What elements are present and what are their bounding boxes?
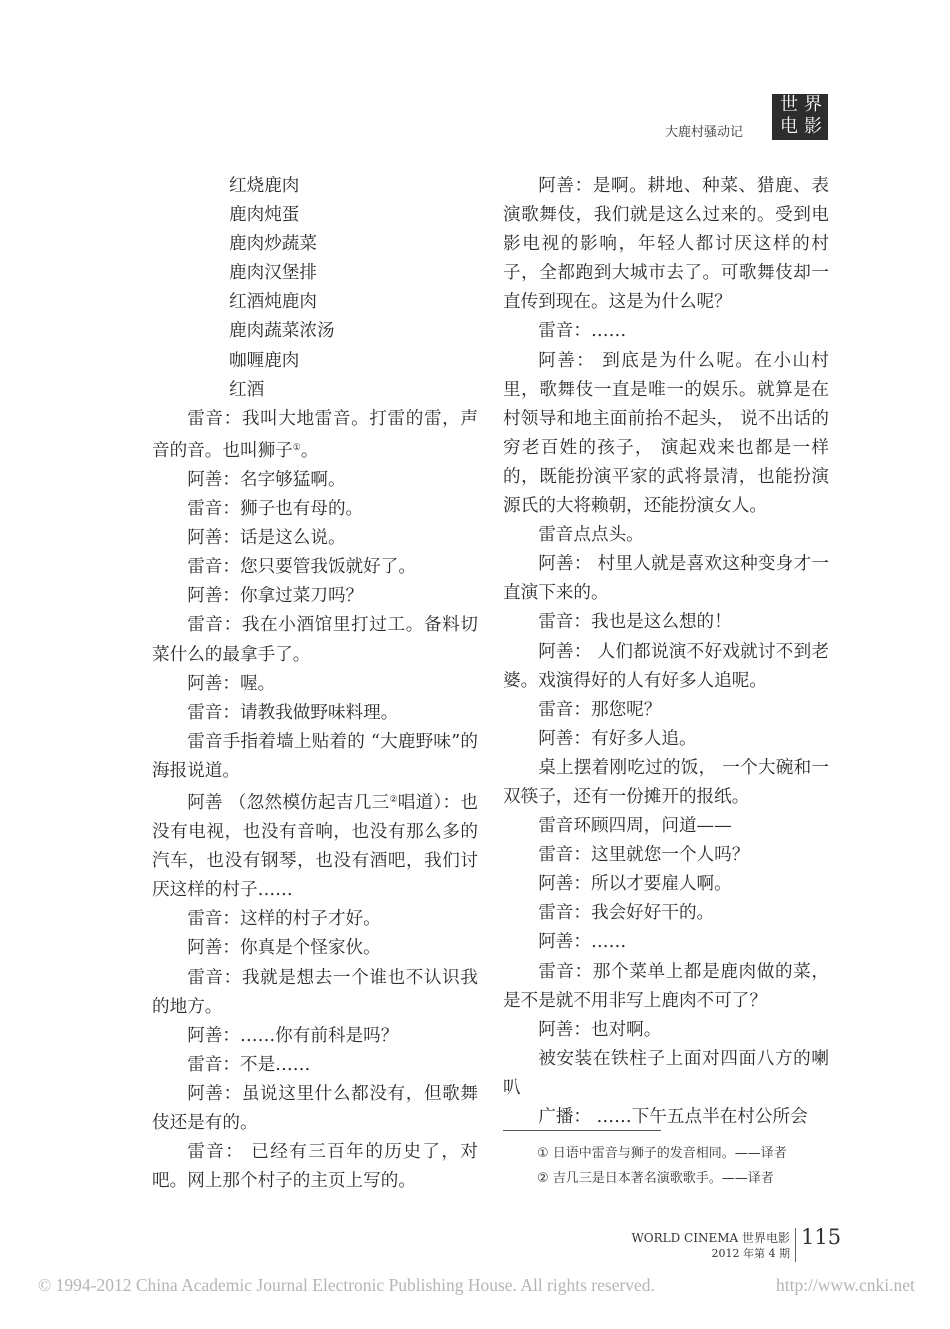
dialogue-paragraph <box>152 466 478 495</box>
dialogue-paragraph <box>152 786 478 905</box>
paragraph-text-cont: 唱道）：也没有电视，也没有音响，也没有那么多的汽车，也没有钢琴，也没有酒吧，我们讨厌这样的村子…… <box>152 792 479 901</box>
dialogue-paragraph: 雷音：那您呢？ <box>538 699 662 720</box>
paragraph-text: 雷音：我叫大地雷音。打雷的雷，声音的音。也叫狮子 <box>152 408 478 461</box>
paragraph-text: 咖喱鹿肉 <box>229 350 300 371</box>
page-number: 115 <box>801 1225 842 1249</box>
dialogue-paragraph: 雷音：…… <box>538 321 627 342</box>
paragraph-text: 阿善 （忽然模仿起吉几三 <box>187 792 390 813</box>
paragraph-text: 红烧鹿肉 <box>229 176 300 196</box>
paragraph-text-cont: 。 <box>300 440 319 461</box>
dialogue-paragraph <box>152 582 478 611</box>
left-text-column <box>152 172 478 1196</box>
dialogue-paragraph <box>152 964 478 1022</box>
section-badge <box>772 94 828 140</box>
paragraph-text: 雷音手指着墙上贴着的 “大鹿野味”的海报说道。 <box>152 731 478 781</box>
footer-issue: 2012 年第 4 期 <box>711 1247 790 1260</box>
paragraph-text: 雷音：您只要管我饭就好了。 <box>187 557 416 578</box>
dialogue-paragraph: 被安装在铁柱子上面对四面八方的喇叭 <box>503 1048 829 1098</box>
paragraph-text: 红酒 <box>229 379 265 400</box>
dialogue-paragraph <box>152 1022 478 1051</box>
dialogue-paragraph <box>152 934 478 963</box>
paragraph-text: 鹿肉蔬菜浓汤 <box>229 321 335 342</box>
dialogue-paragraph: 雷音环顾四周，问道—— <box>538 816 732 837</box>
paragraph-text: 阿善：名字够猛啊。 <box>187 469 346 490</box>
paragraph-text: 雷音：狮子也有母的。 <box>187 499 364 520</box>
menu-item <box>152 288 478 317</box>
dialogue-paragraph <box>152 495 478 524</box>
footnotes <box>537 1141 787 1191</box>
paragraph-text: 阿善：……你有前科是吗？ <box>187 1025 399 1046</box>
footnote-marker: ② <box>389 794 398 805</box>
paragraph-text: 阿善：你真是个怪家伙。 <box>187 938 381 959</box>
article-running-title: 大鹿村骚动记 <box>665 125 744 140</box>
dialogue-paragraph <box>152 611 478 669</box>
paragraph-text: 雷音：我就是想去一个谁也不认识我的地方。 <box>152 967 478 1017</box>
menu-item <box>152 376 478 405</box>
dialogue-paragraph: 阿善： 到底是为什么呢。在小山村里，歌舞伎一直是唯一的娱乐。就算是在村领导和地主面前抬不起头， 说不出话的穷老百姓的孩子， 演起戏来也都是一样的，既能扮演平家的武将景清，也能扮演源氏的大将赖朝，还能扮演女人。 <box>503 350 829 517</box>
dialogue-paragraph: 阿善： 人们都说演不好戏就讨不到老婆。戏演得好的人有好多人追呢。 <box>503 641 829 691</box>
paragraph-text: 红酒炖鹿肉 <box>229 292 317 313</box>
paragraph-text: 雷音： 已经有三百年的历史了，对吧。网上那个村子的主页上写的。 <box>152 1142 478 1192</box>
paragraph-text: 雷音：这样的村子才好。 <box>187 909 381 930</box>
dialogue-paragraph <box>152 553 478 582</box>
copyright-text: © 1994-2012 China Academic Journal Electronic Publishing House. All rights reserved. <box>38 1275 655 1295</box>
footnote-1: ① 日语中雷音与狮子的发音相同。——译者 <box>537 1146 787 1161</box>
paragraph-text: 阿善：喔。 <box>187 673 276 694</box>
dialogue-paragraph <box>152 405 478 466</box>
dialogue-paragraph <box>152 728 478 786</box>
dialogue-paragraph: 雷音点点头。 <box>538 525 644 546</box>
dialogue-paragraph: 阿善：是啊。耕地、种菜、猎鹿、表演歌舞伎，我们就是这么过来的。受到电影电视的影响，年轻人都讨厌这样的村子，全都跑到大城市去了。可歌舞伎却一直传到现在。这是为什么呢？ <box>503 176 829 313</box>
dialogue-paragraph <box>152 1138 478 1196</box>
paragraph-text: 鹿肉炒蔬菜 <box>229 234 317 255</box>
menu-item <box>152 317 478 346</box>
right-text-column <box>503 172 829 1132</box>
dialogue-paragraph <box>152 1051 478 1080</box>
dialogue-paragraph: 雷音：我会好好干的。 <box>538 903 715 924</box>
paragraph-text: 鹿肉汉堡排 <box>229 263 317 284</box>
section-badge-line2: 电影 <box>780 116 828 137</box>
dialogue-paragraph: 桌上摆着刚吃过的饭， 一个大碗和一双筷子，还有一份摊开的报纸。 <box>503 757 829 807</box>
footnote-marker: ① <box>292 442 301 453</box>
dialogue-paragraph: 雷音：我也是这么想的！ <box>538 612 732 633</box>
dialogue-paragraph <box>152 1080 478 1138</box>
dialogue-paragraph <box>152 905 478 934</box>
paragraph-text: 雷音：请教我做野味料理。 <box>187 702 399 723</box>
footer-separator <box>795 1228 796 1262</box>
paragraph-text: 阿善：虽说这里什么都没有，但歌舞伎还是有的。 <box>152 1083 478 1133</box>
dialogue-paragraph <box>152 699 478 728</box>
menu-item <box>152 201 478 230</box>
menu-item <box>152 230 478 259</box>
menu-item <box>152 172 478 201</box>
dialogue-paragraph: 阿善：也对啊。 <box>538 1019 662 1040</box>
menu-item <box>152 347 478 376</box>
paragraph-text: 阿善：话是这么说。 <box>187 528 346 549</box>
dialogue-paragraph <box>152 670 478 699</box>
footnote-divider <box>503 1130 661 1131</box>
dialogue-paragraph: 阿善：…… <box>538 932 627 953</box>
dialogue-paragraph: 阿善：所以才要雇人啊。 <box>538 874 732 895</box>
menu-item <box>152 259 478 288</box>
dialogue-paragraph: 雷音：这里就您一个人吗？ <box>538 845 750 866</box>
dialogue-paragraph: 阿善：有好多人追。 <box>538 728 697 749</box>
dialogue-paragraph: 广播： ……下午五点半在村公所会 <box>538 1107 808 1127</box>
section-badge-line1: 世界 <box>780 94 828 115</box>
dialogue-paragraph: 雷音：那个菜单上都是鹿肉做的菜，是不是就不用非写上鹿肉不可了？ <box>503 961 829 1011</box>
paragraph-text: 雷音：不是…… <box>187 1054 311 1075</box>
footer-journal-info <box>631 1230 790 1262</box>
paragraph-text: 阿善：你拿过菜刀吗？ <box>187 586 364 607</box>
dialogue-paragraph <box>152 524 478 553</box>
footnote-2: ② 吉几三是日本著名演歌歌手。——译者 <box>537 1171 774 1186</box>
paragraph-text: 雷音：我在小酒馆里打过工。备料切菜什么的最拿手了。 <box>152 615 478 665</box>
dialogue-paragraph: 阿善： 村里人就是喜欢这种变身才一直演下来的。 <box>503 554 829 604</box>
footer-journal-name: WORLD CINEMA 世界电影 <box>631 1231 790 1245</box>
copyright-url[interactable]: http://www.cnki.net <box>776 1275 915 1295</box>
paragraph-text: 鹿肉炖蛋 <box>229 205 300 226</box>
copyright-line <box>38 1275 915 1296</box>
